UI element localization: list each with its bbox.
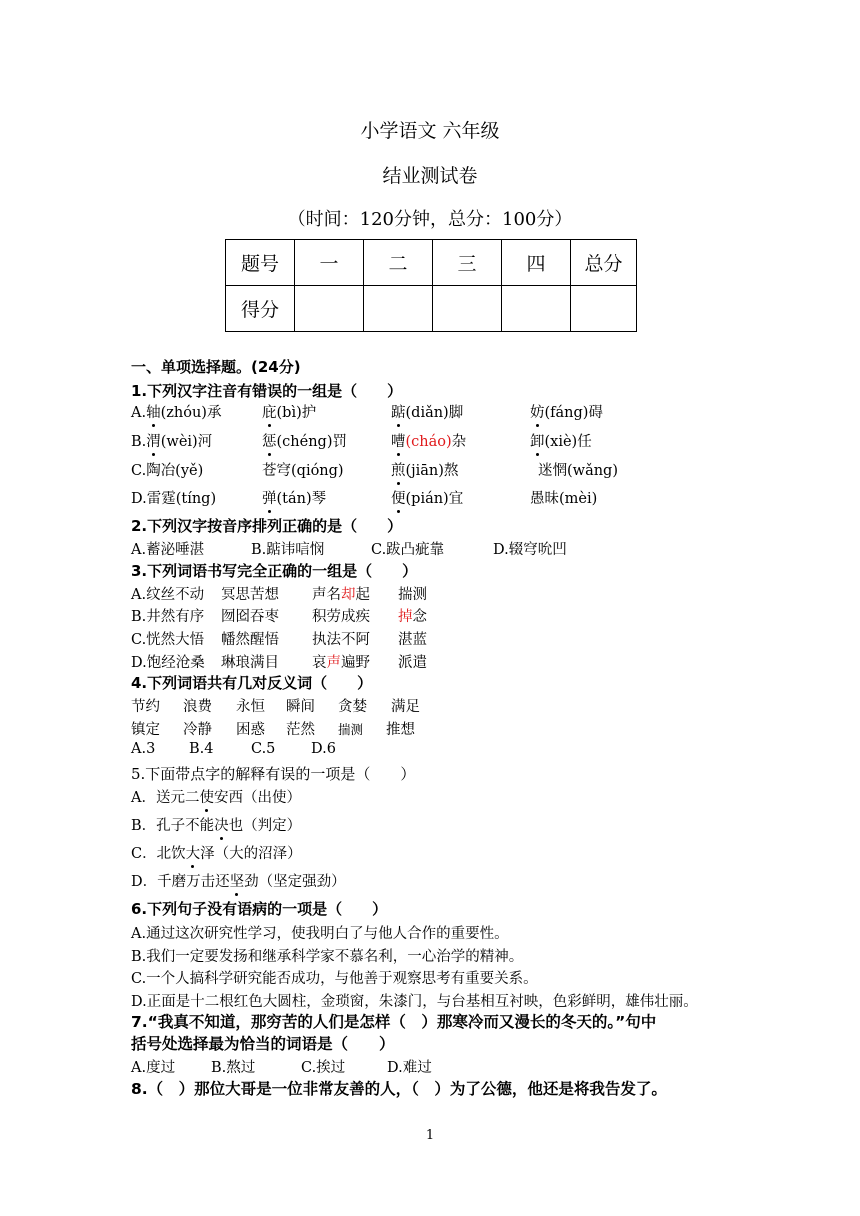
- dotted-char: 妨: [530, 401, 545, 422]
- option: A.蓄泌唾湛: [131, 542, 205, 558]
- option-text: D．千磨万击还: [131, 874, 230, 890]
- word: 满足: [391, 699, 420, 715]
- pinyin-text: 冶(yě): [160, 463, 204, 479]
- question-stem-continued: 括号处选择最为恰当的词语是（ ）: [131, 1035, 395, 1053]
- question-stem: 8.（ ）那位大哥是一位非常友善的人，（ ）为了公德，他还是将我告发了。: [131, 1080, 667, 1098]
- exam-info: （时间：120分钟，总分：100分）: [287, 209, 573, 230]
- option: D.辍穹吮凹: [493, 542, 567, 558]
- option: B.踮讳唁悯: [251, 542, 325, 558]
- question-stem: 2.下列汉字按音序排列正确的是（ ）: [131, 517, 403, 535]
- option: A.度过: [131, 1060, 176, 1076]
- highlighted-char: 声: [326, 655, 341, 671]
- dotted-char: 嘈: [391, 430, 406, 451]
- option-letter: A.: [131, 405, 147, 421]
- word: 囫囵吞枣: [221, 609, 279, 625]
- dotted-char: 便: [391, 487, 406, 508]
- q5-option: [131, 814, 301, 835]
- word: 幡然醒悟: [221, 632, 279, 648]
- pinyin-text: (bì)护: [276, 405, 317, 421]
- word: 贪婪: [338, 699, 367, 715]
- word-char: 苍: [262, 463, 277, 479]
- section-heading: 一、单项选择题。(24分): [131, 358, 301, 376]
- word: 困惑: [236, 722, 265, 738]
- score-input-cell: [433, 286, 502, 332]
- word: 冥思苦想: [221, 587, 279, 603]
- question-stem: 5.下面带点字的解释有误的一项是（ ）: [131, 765, 416, 783]
- word-char: 迷: [538, 463, 553, 479]
- score-input-cell: [502, 286, 571, 332]
- option: C.挨过: [301, 1060, 346, 1076]
- pinyin-text: 霆(tíng): [161, 491, 217, 507]
- dotted-char: 轴: [146, 401, 161, 422]
- option: B.4: [189, 741, 214, 757]
- word: 执法不阿: [312, 632, 370, 648]
- word: 镇定: [131, 722, 160, 738]
- word: 浪费: [183, 699, 212, 715]
- pinyin-text: (diǎn)脚: [405, 405, 464, 421]
- word: 茫然: [286, 722, 315, 738]
- q5-option: [131, 870, 346, 891]
- question-stem: 3.下列词语书写完全正确的一组是（ ）: [131, 562, 418, 580]
- q5-option: [131, 786, 301, 807]
- word-part: 哀: [312, 655, 327, 671]
- score-table: [225, 239, 637, 332]
- dotted-char: 使: [199, 786, 214, 807]
- word-char: 愚: [530, 491, 545, 507]
- question-stem: 6.下列句子没有语病的一项是（ ）: [131, 900, 388, 918]
- word: 派遣: [398, 655, 427, 671]
- word: B.井然有序: [131, 609, 205, 625]
- pinyin-text: (chéng)罚: [276, 434, 347, 450]
- option-text: 也（判定）: [228, 818, 302, 834]
- highlighted-char: 却: [341, 587, 356, 603]
- score-cell: 一: [295, 240, 364, 286]
- dotted-char: 渭: [146, 430, 161, 451]
- dotted-char: 大: [186, 842, 201, 863]
- highlighted-pinyin: (cháo): [405, 434, 452, 450]
- option-letter: D.: [131, 491, 147, 507]
- q6-option: C.一个人搞科学研究能否成功，与他善于观察思考有重要关系。: [131, 971, 538, 987]
- score-cell: 得分: [226, 286, 295, 332]
- option-text: 劲（坚定强劲）: [244, 874, 346, 890]
- option: D.难过: [387, 1060, 432, 1076]
- pinyin-text: (tán)琴: [276, 491, 327, 507]
- question-stem: 7.“我真不知道，那穷苦的人们是怎样（ ）那寒冷而又漫长的冬天的。”句中: [131, 1013, 657, 1031]
- option: A.3: [131, 741, 156, 757]
- word-char: 陶: [146, 463, 161, 479]
- option: D.6: [311, 741, 336, 757]
- q6-option: B.我们一定要发扬和继承科学家不慕名利，一心治学的精神。: [131, 949, 524, 965]
- option-text: 泽（大的沼泽）: [200, 846, 302, 862]
- word: A.纹丝不动: [131, 587, 205, 603]
- pinyin-text: 穹(qióng): [276, 463, 344, 479]
- word-part: 遍野: [341, 655, 370, 671]
- pinyin-text: (fáng)碍: [544, 405, 603, 421]
- pinyin-text: 杂: [451, 434, 467, 450]
- dotted-char: 煎: [391, 459, 406, 480]
- dotted-char: 弹: [262, 487, 277, 508]
- page-title: 小学语文 六年级: [360, 120, 500, 142]
- option-letter: C.: [131, 463, 147, 479]
- score-table-score-row: [226, 286, 637, 332]
- dotted-char: 决: [214, 814, 229, 835]
- word: 瞬间: [286, 699, 315, 715]
- pinyin-text: 昧(mèi): [544, 491, 598, 507]
- score-cell: 二: [364, 240, 433, 286]
- q5-option: [131, 842, 302, 863]
- score-input-cell: [571, 286, 637, 332]
- option-text: 安西（出使）: [213, 790, 301, 806]
- word: 节约: [131, 699, 160, 715]
- dotted-char: 坚: [230, 870, 245, 891]
- score-cell: 四: [502, 240, 571, 286]
- pinyin-text: (xiè)任: [544, 434, 592, 450]
- option: C.跋凸疵靠: [371, 542, 445, 558]
- word: 积劳成疾: [312, 609, 370, 625]
- option-text: C．北饮: [131, 846, 186, 862]
- dotted-char: 庇: [262, 401, 277, 422]
- q6-option: D.正面是十二根红色大圆柱，金琐窗，朱漆门，与台基相互衬映，色彩鲜明，雄伟壮丽。: [131, 994, 698, 1010]
- word-part: 声名: [312, 587, 341, 603]
- score-cell: 三: [433, 240, 502, 286]
- word: 永恒: [236, 699, 265, 715]
- option-text: B．孔子不能: [131, 818, 215, 834]
- word: 揣测: [398, 587, 427, 603]
- word-part: 念: [412, 609, 427, 625]
- question-stem: 4.下列词语共有几对反义词（ ）: [131, 674, 373, 692]
- word: 湛蓝: [398, 632, 427, 648]
- score-cell: 总分: [571, 240, 637, 286]
- word: C.恍然大悟: [131, 632, 205, 648]
- word: D.饱经沧桑: [131, 655, 205, 671]
- score-input-cell: [364, 286, 433, 332]
- pinyin-text: (wèi)河: [160, 434, 213, 450]
- pinyin-text: (pián)宜: [405, 491, 464, 507]
- dotted-char: 惩: [262, 430, 277, 451]
- question-stem: 1.下列汉字注音有错误的一组是（ ）: [131, 382, 403, 400]
- exam-subtitle: 结业测试卷: [382, 165, 478, 187]
- option-letter: B.: [131, 434, 147, 450]
- option-text: A．送元二: [131, 790, 200, 806]
- q6-option: A.通过这次研究性学习，使我明白了与他人合作的重要性。: [131, 926, 509, 942]
- pinyin-text: 惘(wǎng): [552, 463, 618, 479]
- word: 推想: [386, 722, 415, 738]
- word: 琳琅满目: [221, 655, 279, 671]
- score-input-cell: [295, 286, 364, 332]
- score-table-header-row: [226, 240, 637, 286]
- word: 揣测: [338, 722, 364, 737]
- option: B.熬过: [211, 1060, 256, 1076]
- word: 冷静: [183, 722, 212, 738]
- page-number: 1: [425, 1128, 435, 1143]
- score-cell: 题号: [226, 240, 295, 286]
- word-char: 雷: [146, 491, 162, 507]
- dotted-char: 卸: [530, 430, 545, 451]
- word-part: 起: [355, 587, 370, 603]
- pinyin-text: (zhóu)承: [160, 405, 222, 421]
- pinyin-text: (jiān)熬: [405, 463, 459, 479]
- highlighted-char: 掉: [398, 609, 413, 625]
- dotted-char: 踮: [391, 401, 406, 422]
- option: C.5: [251, 741, 276, 757]
